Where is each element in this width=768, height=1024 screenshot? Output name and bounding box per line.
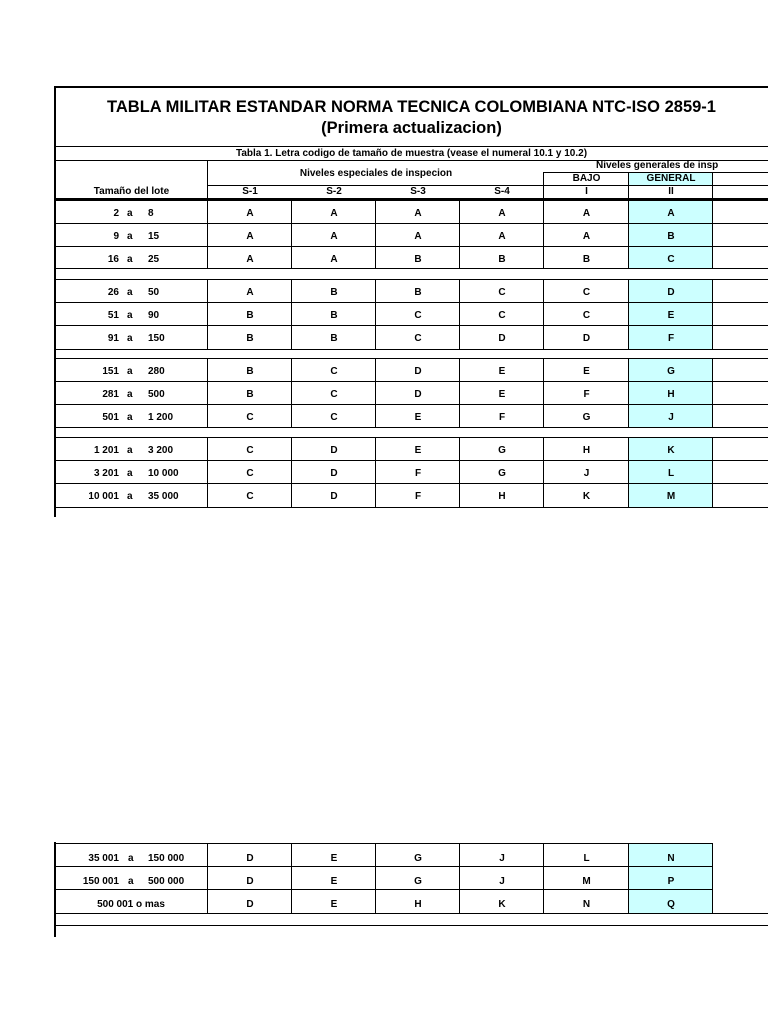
page-title: TABLA MILITAR ESTANDAR NORMA TECNICA COLOMBIANA NTC-ISO 2859-1 bbox=[107, 98, 716, 116]
lot-to: 10 000 bbox=[148, 468, 179, 479]
row-divider bbox=[54, 381, 768, 382]
code-letter: A bbox=[246, 287, 254, 298]
code-letter: A bbox=[330, 208, 338, 219]
code-letter: C bbox=[414, 333, 422, 344]
code-letter: K bbox=[582, 491, 591, 502]
code-letter: A bbox=[330, 254, 338, 265]
code-letter: C bbox=[246, 491, 254, 502]
special-levels-header: Niveles especiales de inspecion bbox=[299, 168, 453, 179]
code-letter: B bbox=[246, 333, 254, 344]
lot-separator: a bbox=[127, 287, 133, 298]
code-letter: A bbox=[414, 208, 422, 219]
row-divider bbox=[54, 483, 768, 484]
code-letter: B bbox=[498, 254, 506, 265]
lot-separator: a bbox=[127, 254, 133, 265]
code-letter: B bbox=[667, 231, 675, 242]
code-letter: C bbox=[330, 412, 338, 423]
code-letter: J bbox=[668, 412, 674, 423]
code-letter: G bbox=[498, 468, 506, 479]
code-letter: D bbox=[330, 491, 338, 502]
lot-from: 501 bbox=[102, 412, 119, 423]
row-divider bbox=[54, 246, 768, 247]
code-letter: D bbox=[246, 899, 254, 910]
lot-separator: a bbox=[127, 366, 133, 377]
lot-to: 3 200 bbox=[148, 445, 174, 456]
top-border bbox=[54, 86, 768, 88]
row-divider bbox=[54, 223, 768, 224]
lot-from: 26 bbox=[107, 287, 119, 298]
lot-from: 35 001 bbox=[88, 853, 119, 864]
table-caption: Tabla 1. Letra codigo de tamaño de muestra (vease el numeral 10.1 y 10.2) bbox=[235, 148, 588, 159]
lot-from: 1 201 bbox=[93, 445, 119, 456]
code-letter: H bbox=[498, 491, 506, 502]
code-letter: G bbox=[667, 366, 675, 377]
lot-from: 150 001 bbox=[82, 876, 119, 887]
code-letter: A bbox=[498, 231, 506, 242]
code-letter: L bbox=[583, 853, 590, 864]
lot-size-header: Tamaño del lote bbox=[93, 186, 170, 197]
code-letter: C bbox=[246, 412, 254, 423]
code-letter: E bbox=[583, 366, 590, 377]
code-letter: B bbox=[330, 310, 338, 321]
code-letter: E bbox=[414, 445, 422, 456]
code-letter: F bbox=[414, 491, 422, 502]
code-letter: E bbox=[330, 899, 338, 910]
row-divider bbox=[54, 404, 768, 405]
code-letter: A bbox=[414, 231, 422, 242]
lot-to: 500 bbox=[148, 389, 165, 400]
page-subtitle: (Primera actualizacion) bbox=[321, 119, 502, 137]
code-letter: C bbox=[246, 468, 254, 479]
code-letter: C bbox=[498, 287, 506, 298]
code-letter: C bbox=[582, 310, 591, 321]
code-letter: A bbox=[498, 208, 506, 219]
code-letter: M bbox=[582, 876, 591, 887]
lot-from: 281 bbox=[102, 389, 119, 400]
lot-to: 50 bbox=[148, 287, 160, 298]
left-border-bottom bbox=[54, 842, 56, 937]
code-letter: C bbox=[330, 389, 338, 400]
lot-separator: a bbox=[127, 412, 133, 423]
lot-separator: a bbox=[127, 445, 133, 456]
lot-separator: a bbox=[127, 333, 133, 344]
code-letter: A bbox=[246, 208, 254, 219]
code-letter: D bbox=[246, 853, 254, 864]
code-letter: H bbox=[582, 445, 591, 456]
code-letter: E bbox=[498, 389, 506, 400]
code-letter: C bbox=[667, 254, 675, 265]
code-letter: D bbox=[246, 876, 254, 887]
code-letter: H bbox=[667, 389, 675, 400]
code-letter: A bbox=[582, 208, 591, 219]
group-top-line bbox=[54, 437, 768, 438]
lot-label: 500 001 o mas bbox=[97, 899, 165, 910]
code-letter: K bbox=[667, 445, 675, 456]
lot-to: 500 000 bbox=[148, 876, 185, 887]
row-divider bbox=[54, 889, 713, 890]
row-divider bbox=[54, 325, 768, 326]
column-header-i: I bbox=[585, 186, 588, 197]
group-top-line bbox=[54, 358, 768, 359]
code-letter: D bbox=[582, 333, 591, 344]
lot-to: 15 bbox=[148, 231, 160, 242]
code-letter: E bbox=[330, 876, 338, 887]
code-letter: C bbox=[330, 366, 338, 377]
code-letter: G bbox=[414, 876, 422, 887]
code-letter: N bbox=[582, 899, 591, 910]
code-letter: B bbox=[414, 254, 422, 265]
lot-separator: a bbox=[127, 389, 133, 400]
lot-to: 1 200 bbox=[148, 412, 174, 423]
code-letter: J bbox=[499, 876, 505, 887]
code-letter: A bbox=[582, 231, 591, 242]
lot-separator: a bbox=[127, 491, 133, 502]
code-letter: F bbox=[414, 468, 422, 479]
code-letter: E bbox=[498, 366, 506, 377]
code-letter: B bbox=[330, 333, 338, 344]
group-bottom-line bbox=[54, 268, 768, 269]
code-letter: C bbox=[414, 310, 422, 321]
code-letter: A bbox=[667, 208, 675, 219]
group-bottom-line bbox=[54, 913, 768, 914]
lot-separator: a bbox=[128, 876, 134, 887]
code-letter: D bbox=[330, 468, 338, 479]
code-letter: B bbox=[582, 254, 591, 265]
general-levels-header: Niveles generales de insp bbox=[596, 160, 719, 171]
code-letter: P bbox=[667, 876, 675, 887]
code-letter: C bbox=[246, 445, 254, 456]
code-letter: B bbox=[246, 310, 254, 321]
code-letter: H bbox=[414, 899, 422, 910]
column-header-ii: II bbox=[668, 186, 674, 197]
bajo-header: BAJO bbox=[572, 173, 601, 184]
column-header-s-3: S-3 bbox=[410, 186, 426, 197]
row-divider bbox=[54, 866, 713, 867]
code-letter: D bbox=[330, 445, 338, 456]
code-letter: D bbox=[498, 333, 506, 344]
group-top-line bbox=[54, 279, 768, 280]
lot-from: 16 bbox=[107, 254, 119, 265]
lot-from: 2 bbox=[113, 208, 119, 219]
code-letter: B bbox=[330, 287, 338, 298]
lot-to: 150 000 bbox=[148, 853, 185, 864]
code-letter: M bbox=[666, 491, 676, 502]
code-letter: C bbox=[582, 287, 591, 298]
lot-from: 9 bbox=[113, 231, 119, 242]
group-top-line bbox=[54, 200, 768, 201]
column-header-s-1: S-1 bbox=[242, 186, 258, 197]
group-bottom-line bbox=[54, 427, 768, 428]
general-header: GENERAL bbox=[646, 173, 696, 184]
code-letter: L bbox=[667, 468, 675, 479]
row-divider bbox=[54, 302, 768, 303]
code-letter: K bbox=[498, 899, 506, 910]
lot-separator: a bbox=[127, 468, 133, 479]
code-letter: N bbox=[667, 853, 675, 864]
code-letter: A bbox=[246, 254, 254, 265]
code-letter: B bbox=[246, 366, 254, 377]
code-letter: E bbox=[330, 853, 338, 864]
lot-separator: a bbox=[127, 231, 133, 242]
lot-from: 10 001 bbox=[88, 491, 119, 502]
code-letter: C bbox=[498, 310, 506, 321]
code-letter: A bbox=[246, 231, 254, 242]
row-divider bbox=[54, 460, 768, 461]
lot-separator: a bbox=[127, 208, 133, 219]
group-bottom-line bbox=[54, 507, 768, 508]
column-header-s-2: S-2 bbox=[326, 186, 342, 197]
lot-from: 3 201 bbox=[93, 468, 119, 479]
lot-to: 25 bbox=[148, 254, 160, 265]
code-letter: E bbox=[414, 412, 422, 423]
code-letter: J bbox=[499, 853, 505, 864]
group-top-line bbox=[54, 843, 713, 844]
lot-to: 35 000 bbox=[148, 491, 179, 502]
lot-from: 151 bbox=[102, 366, 119, 377]
lot-separator: a bbox=[128, 853, 134, 864]
code-letter: D bbox=[414, 389, 422, 400]
code-letter: G bbox=[414, 853, 422, 864]
title-divider bbox=[54, 146, 768, 147]
code-letter: E bbox=[667, 310, 675, 321]
code-letter: J bbox=[583, 468, 590, 479]
lot-to: 150 bbox=[148, 333, 165, 344]
code-letter: B bbox=[246, 389, 254, 400]
code-letter: Q bbox=[667, 899, 675, 910]
code-letter: F bbox=[583, 389, 590, 400]
lot-from: 91 bbox=[107, 333, 119, 344]
lot-to: 280 bbox=[148, 366, 165, 377]
lot-from: 51 bbox=[107, 310, 119, 321]
lot-separator: a bbox=[127, 310, 133, 321]
code-letter: F bbox=[667, 333, 675, 344]
code-letter: B bbox=[414, 287, 422, 298]
group-bottom-line bbox=[54, 349, 768, 350]
lot-to: 90 bbox=[148, 310, 160, 321]
code-letter: G bbox=[498, 445, 506, 456]
code-letter: G bbox=[582, 412, 591, 423]
code-letter: A bbox=[330, 231, 338, 242]
column-header-s-4: S-4 bbox=[494, 186, 510, 197]
code-letter: D bbox=[667, 287, 675, 298]
code-letter: F bbox=[498, 412, 506, 423]
code-letter: D bbox=[414, 366, 422, 377]
section-bottom-line bbox=[54, 925, 768, 926]
lot-to: 8 bbox=[148, 208, 154, 219]
